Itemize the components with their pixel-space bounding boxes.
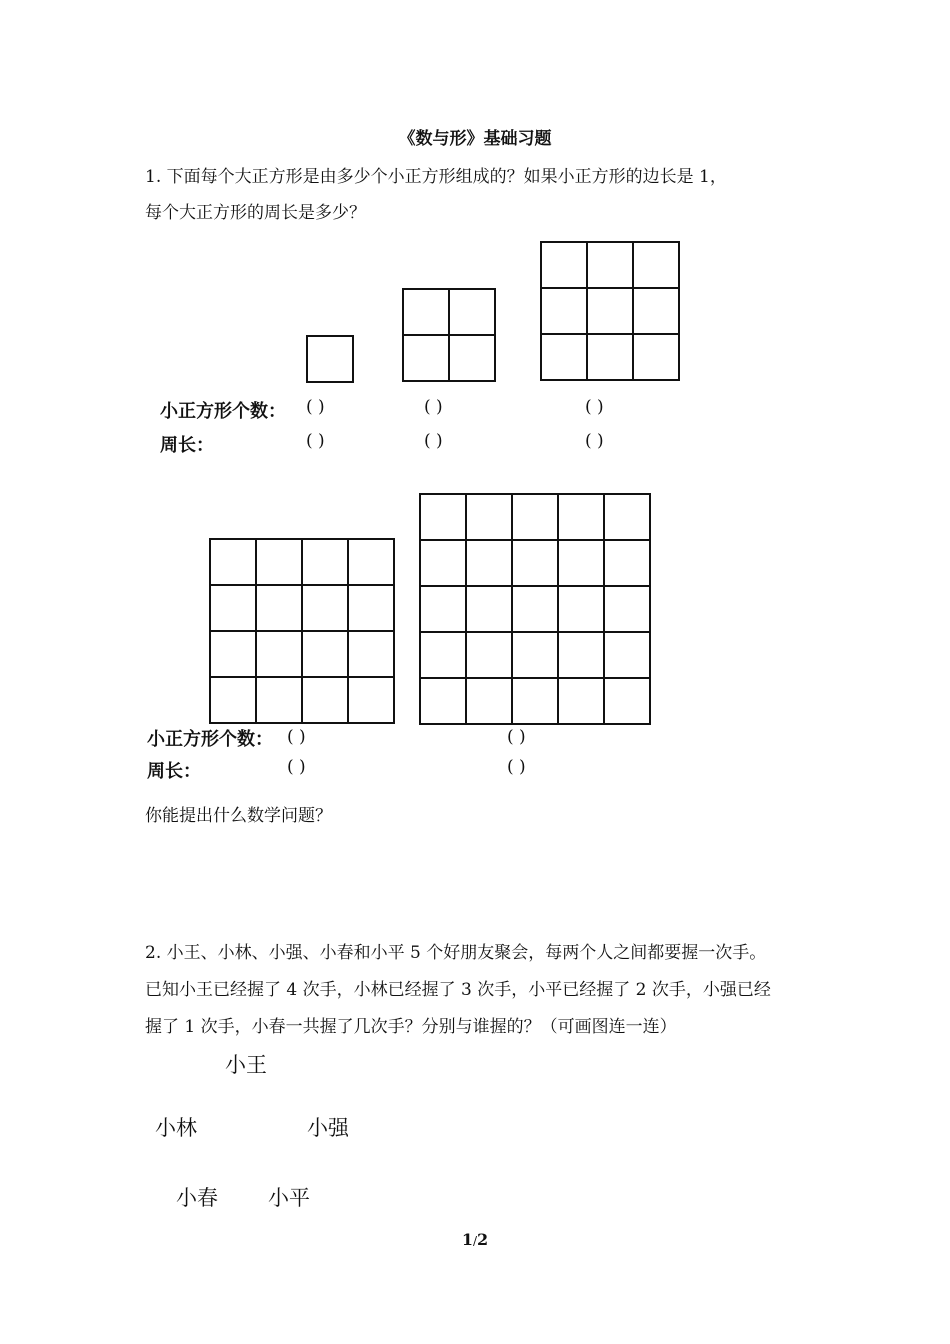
name-xiaoqiang: 小强: [307, 1116, 349, 1140]
grid-cell: [210, 585, 256, 631]
grid-cell: [302, 539, 348, 585]
grid-cell: [541, 334, 587, 380]
grid-cell: [512, 632, 558, 678]
grid-cell: [604, 540, 650, 586]
grid-row: [420, 632, 650, 678]
grid-cell: [558, 678, 604, 724]
q2-line-1: 2. 小王、小林、小强、小春和小平 5 个好朋友聚会，每两个人之间都要握一次手。: [145, 943, 767, 963]
grid-cell: [348, 677, 394, 723]
grid-5x5: [419, 493, 651, 725]
grid-1x1: [306, 335, 354, 383]
grid-cell: [420, 494, 466, 540]
grid-4x4: [209, 538, 395, 724]
grid-cell: [512, 540, 558, 586]
grid-cell: [256, 539, 302, 585]
name-xiaowang: 小王: [225, 1053, 267, 1077]
grid-cell: [420, 632, 466, 678]
q2-line-3: 握了 1 次手，小春一共握了几次手？分别与谁握的？（可画图连一连）: [145, 1017, 677, 1037]
grid-cell: [558, 494, 604, 540]
grid-cell: [449, 335, 495, 381]
grid-cell: [210, 631, 256, 677]
page-current: 1: [461, 1230, 473, 1249]
grid-row: [541, 334, 679, 380]
page-title: 《数与形》基础习题: [398, 129, 552, 149]
page-total: 2: [477, 1230, 489, 1249]
grid-cell: [633, 242, 679, 288]
grid-3x3: [540, 241, 680, 381]
grid-cell: [604, 678, 650, 724]
grid-cell: [604, 586, 650, 632]
count-blank-2: ( ): [424, 397, 443, 417]
grid-row: [420, 678, 650, 724]
q1-line-1: 1. 下面每个大正方形是由多少个小正方形组成的？如果小正方形的边长是 1，: [145, 167, 727, 187]
grid-cell: [449, 289, 495, 335]
perimeter-blank-5: ( ): [507, 757, 526, 777]
q1-line-2: 每个大正方形的周长是多少？: [145, 203, 366, 223]
grid-cell: [420, 540, 466, 586]
grid-cell: [512, 494, 558, 540]
count-blank-4: ( ): [287, 727, 306, 747]
grid-cell: [302, 585, 348, 631]
grid-row: [403, 335, 495, 381]
q1-followup: 你能提出什么数学问题？: [145, 806, 332, 826]
grid-cell: [587, 288, 633, 334]
name-xiaoping: 小平: [268, 1186, 310, 1210]
name-xiaochun: 小春: [176, 1186, 218, 1210]
grid-cell: [604, 632, 650, 678]
grid-row: [420, 494, 650, 540]
grid-cell: [210, 539, 256, 585]
perimeter-blank-2: ( ): [424, 431, 443, 451]
grid-row: [210, 539, 394, 585]
grid-cell: [256, 631, 302, 677]
grid-cell: [348, 631, 394, 677]
grid-cell: [558, 540, 604, 586]
grid-row: [541, 242, 679, 288]
count-blank-1: ( ): [306, 397, 325, 417]
grid-cell: [512, 586, 558, 632]
perimeter-blank-1: ( ): [306, 431, 325, 451]
count-label-row1: 小正方形个数：: [160, 401, 286, 422]
grid-cell: [302, 631, 348, 677]
name-xiaolin: 小林: [155, 1116, 197, 1140]
count-blank-5: ( ): [507, 727, 526, 747]
count-label-row2: 小正方形个数：: [147, 729, 273, 750]
grid-row: [210, 677, 394, 723]
grid-cell: [466, 632, 512, 678]
grid-cell: [466, 540, 512, 586]
grid-row: [307, 336, 353, 382]
grid-row: [403, 289, 495, 335]
grid-cell: [420, 586, 466, 632]
grid-cell: [302, 677, 348, 723]
grid-row: [541, 288, 679, 334]
grid-cell: [558, 632, 604, 678]
grid-cell: [348, 585, 394, 631]
grid-row: [210, 631, 394, 677]
grid-cell: [541, 288, 587, 334]
grid-cell: [604, 494, 650, 540]
grid-cell: [466, 586, 512, 632]
grid-row: [420, 540, 650, 586]
grid-cell: [307, 336, 353, 382]
perimeter-blank-4: ( ): [287, 757, 306, 777]
grid-cell: [587, 242, 633, 288]
grid-cell: [466, 494, 512, 540]
perimeter-label-row1: 周长：: [160, 435, 214, 456]
grid-cell: [512, 678, 558, 724]
grid-cell: [633, 288, 679, 334]
grid-2x2: [402, 288, 496, 382]
grid-cell: [420, 678, 466, 724]
grid-cell: [587, 334, 633, 380]
grid-row: [210, 585, 394, 631]
q2-line-2: 已知小王已经握了 4 次手，小林已经握了 3 次手，小平已经握了 2 次手，小强已经: [145, 980, 771, 1000]
grid-cell: [256, 585, 302, 631]
perimeter-blank-3: ( ): [585, 431, 604, 451]
grid-cell: [210, 677, 256, 723]
grid-cell: [541, 242, 587, 288]
grid-row: [420, 586, 650, 632]
grid-cell: [348, 539, 394, 585]
count-blank-3: ( ): [585, 397, 604, 417]
grid-cell: [403, 335, 449, 381]
page-separator: /: [472, 1234, 478, 1248]
grid-cell: [403, 289, 449, 335]
grid-cell: [256, 677, 302, 723]
grid-cell: [466, 678, 512, 724]
grid-cell: [558, 586, 604, 632]
grid-cell: [633, 334, 679, 380]
perimeter-label-row2: 周长：: [147, 761, 201, 782]
page-number: [0, 1230, 950, 1249]
